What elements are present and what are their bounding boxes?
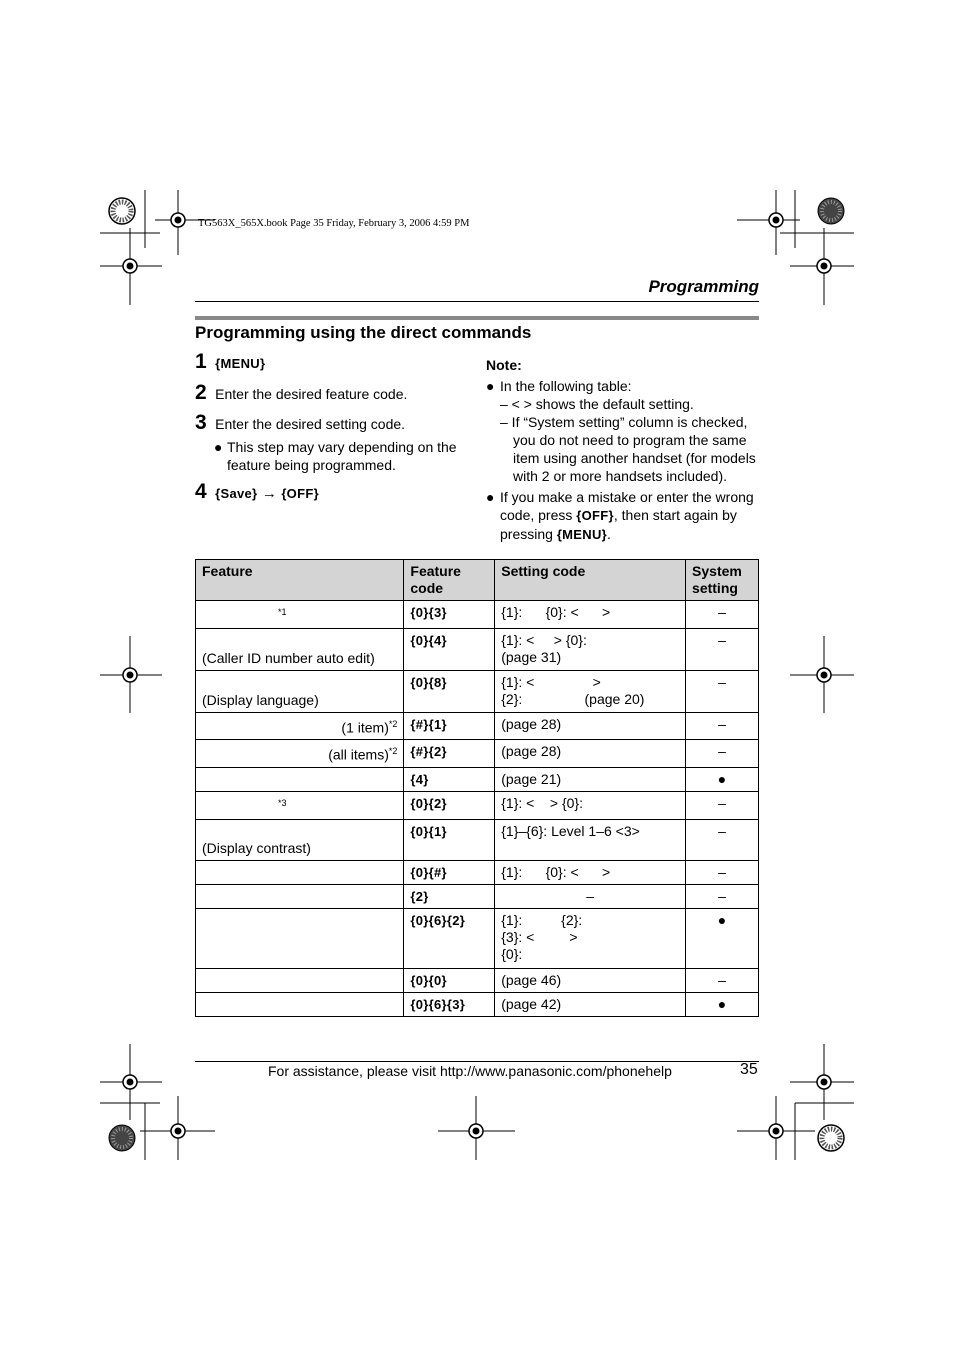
setting-code-cell: (page 42): [495, 992, 686, 1016]
system-setting-cell: –: [686, 791, 759, 819]
feature-code-cell: {0}{2}: [404, 791, 495, 819]
note-text: , then start again by pressing: [500, 507, 737, 542]
system-setting-cell: –: [686, 740, 759, 768]
bullet-text: This step may vary depending on the feature being programmed.: [227, 439, 457, 473]
table-row: [196, 908, 759, 968]
feature-code-cell: {0}{3}: [404, 601, 495, 629]
setting-code-cell: {1}: < > {0}:: [495, 791, 686, 819]
note-title: Note:: [486, 357, 522, 373]
table-row: [196, 601, 759, 629]
system-setting-cell: –: [686, 670, 759, 712]
menu-key: {MENU}: [556, 527, 608, 542]
page-number: 35: [740, 1061, 758, 1078]
feature-code-cell: {0}{0}: [404, 968, 495, 992]
system-setting-cell: –: [686, 819, 759, 860]
step-text: Enter the desired setting code.: [215, 416, 406, 432]
book-info-line: TG563X_565X.book Page 35 Friday, February 3, 2006 4:59 PM: [198, 218, 470, 229]
bullet-icon: ●: [486, 378, 495, 394]
footer-rule: [195, 1061, 759, 1062]
setting-code-cell: (page 28): [495, 740, 686, 768]
table-row: [196, 628, 759, 670]
feature-cell: [196, 740, 404, 768]
table-header-row: [196, 560, 759, 601]
feature-code-cell: {0}{8}: [404, 670, 495, 712]
step-number: 1: [195, 350, 207, 373]
feature-cell: [196, 601, 404, 629]
off-key: {OFF}: [576, 508, 614, 523]
step-number: 3: [195, 411, 207, 434]
feature-cell: [196, 819, 404, 860]
step-1: [195, 350, 265, 374]
feature-code-cell: {#}{2}: [404, 740, 495, 768]
column-header: System setting: [686, 560, 759, 601]
feature-code-cell: {0}{1}: [404, 819, 495, 860]
setting-code-cell: {1}: {0}: < >: [495, 601, 686, 629]
section-rule: [195, 316, 759, 320]
table-row: [196, 884, 759, 908]
setting-code-cell: {1}: {0}: < >: [495, 860, 686, 884]
note-sub-1: – < > shows the default setting.: [500, 396, 694, 412]
table-row: [196, 819, 759, 860]
system-setting-cell: ●: [686, 767, 759, 791]
footer-text: For assistance, please visit http://www.panasonic.com/phonehelp: [268, 1063, 672, 1079]
table-row: [196, 791, 759, 819]
footnote-marker: *3: [278, 797, 287, 808]
table-row: [196, 992, 759, 1016]
page-header-title: Programming: [648, 277, 759, 296]
feature-text: (1 item): [341, 719, 389, 736]
setting-code-cell: {1}: {2}: {3}: < > {0}:: [495, 908, 686, 968]
setting-code-cell: (page 28): [495, 712, 686, 740]
menu-key: {MENU}: [215, 356, 266, 371]
table-row: [196, 860, 759, 884]
feature-cell: [196, 992, 404, 1016]
system-setting-cell: ●: [686, 992, 759, 1016]
feature-cell: [196, 791, 404, 819]
step-text: Enter the desired feature code.: [215, 386, 408, 402]
feature-code-cell: {0}{#}: [404, 860, 495, 884]
off-key: {OFF}: [281, 486, 319, 501]
feature-cell: [196, 712, 404, 740]
header-rule: [195, 301, 759, 302]
note-text: .: [607, 526, 611, 542]
feature-cell: [196, 908, 404, 968]
column-header: Feature code: [404, 560, 495, 601]
arrow-icon: →: [261, 485, 277, 502]
feature-text: (Display language): [202, 691, 319, 708]
note-block: [486, 356, 758, 544]
note-sub-2: – If “System setting” column is checked, you do not need to program the same item using another handset (for models with 2 or more handsets included).: [500, 414, 756, 484]
bullet-icon: ●: [214, 439, 223, 455]
save-key: {Save}: [215, 486, 258, 501]
system-setting-cell: –: [686, 860, 759, 884]
system-setting-cell: –: [686, 601, 759, 629]
table-row: [196, 968, 759, 992]
feature-cell: [196, 767, 404, 791]
feature-code-cell: {2}: [404, 884, 495, 908]
note-bullet-text: In the following table:: [500, 378, 632, 394]
step-number: 2: [195, 381, 207, 404]
feature-cell: [196, 860, 404, 884]
column-header: Setting code: [495, 560, 686, 601]
feature-table: [195, 559, 759, 1017]
system-setting-cell: –: [686, 712, 759, 740]
feature-code-cell: {0}{6}{2}: [404, 908, 495, 968]
note-bullet-1: [486, 377, 758, 395]
step-3-bullet: [214, 438, 472, 474]
footnote-marker: *1: [278, 607, 287, 617]
step-number: 4: [195, 480, 207, 503]
setting-code-cell: {1}: < > {0}: (page 31): [495, 628, 686, 670]
setting-code-cell: –: [495, 884, 686, 908]
table-row: [196, 740, 759, 768]
table-row: [196, 712, 759, 740]
note-text: If you make a mistake or enter the wrong code, press: [500, 489, 754, 523]
footnote-marker: *2: [388, 746, 398, 757]
feature-text: (all items): [328, 746, 389, 763]
step-3: [195, 411, 405, 435]
feature-cell: [196, 884, 404, 908]
step-2: [195, 381, 407, 405]
note-bullet-2: [486, 488, 758, 544]
feature-code-cell: {4}: [404, 767, 495, 791]
table-row: [196, 767, 759, 791]
feature-text: (Display contrast): [202, 839, 311, 856]
system-setting-cell: –: [686, 968, 759, 992]
section-title: Programming using the direct commands: [195, 323, 532, 342]
feature-cell: [196, 968, 404, 992]
feature-cell: [196, 628, 404, 670]
setting-code-cell: (page 46): [495, 968, 686, 992]
system-setting-cell: –: [686, 628, 759, 670]
bullet-icon: ●: [486, 489, 495, 505]
system-setting-cell: ●: [686, 908, 759, 968]
table-row: [196, 670, 759, 712]
step-4: [195, 480, 319, 504]
setting-code-cell: (page 21): [495, 767, 686, 791]
column-header: Feature: [196, 560, 404, 601]
setting-code-cell: {1}: < > {2}: (page 20): [495, 670, 686, 712]
system-setting-cell: –: [686, 884, 759, 908]
footnote-marker: *2: [388, 718, 398, 729]
setting-code-cell: {1}–{6}: Level 1–6 <3>: [495, 819, 686, 860]
feature-code-cell: {0}{4}: [404, 628, 495, 670]
feature-cell: [196, 670, 404, 712]
feature-code-cell: {0}{6}{3}: [404, 992, 495, 1016]
feature-code-cell: {#}{1}: [404, 712, 495, 740]
feature-text: (Caller ID number auto edit): [202, 649, 375, 666]
